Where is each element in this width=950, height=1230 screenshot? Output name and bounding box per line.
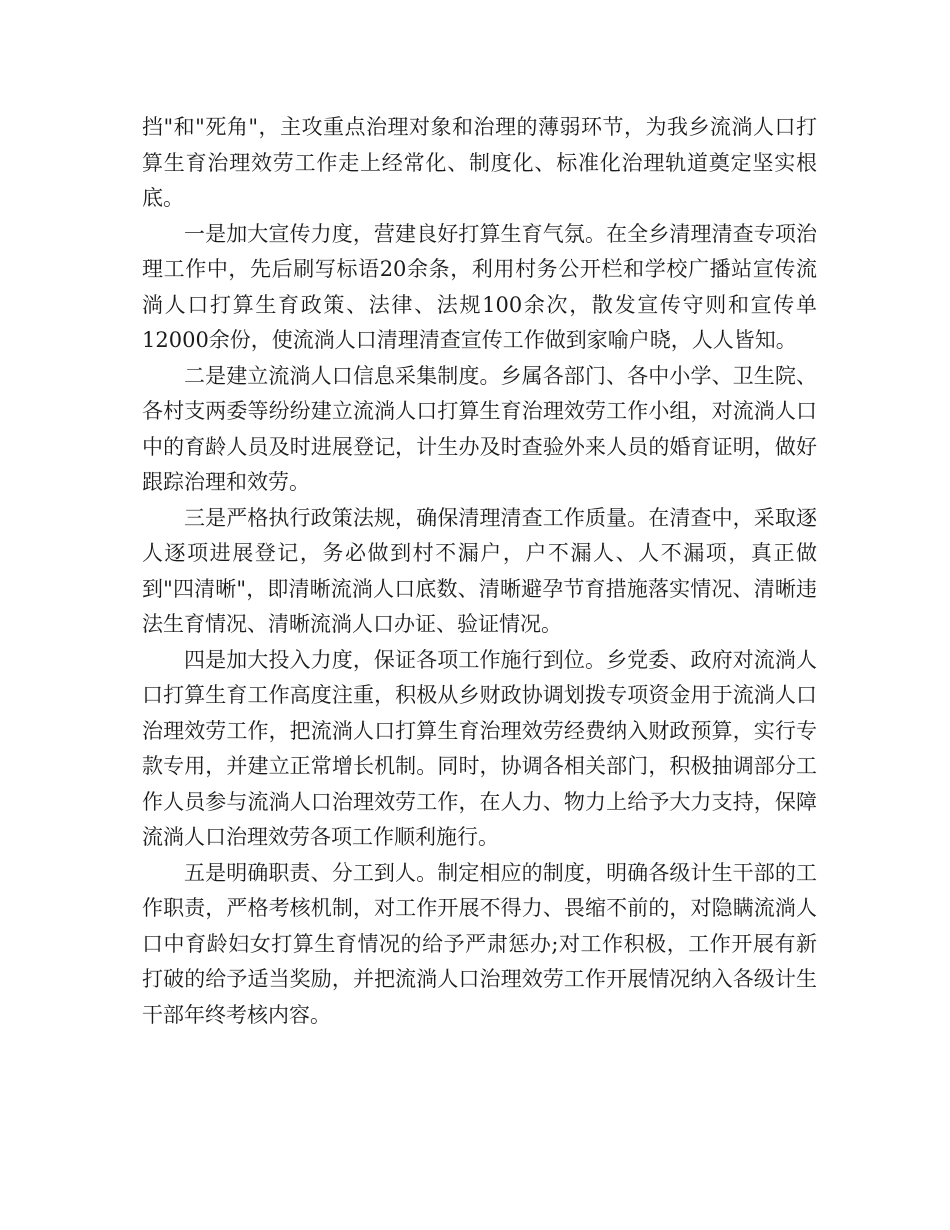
document-page bbox=[142, 110, 817, 1033]
paragraph-investment: 四是加大投入力度，保证各项工作施行到位。乡党委、政府对流淌人口打算生育工作高度注重，积极从乡财政协调划拨专项资金用于流淌人口治理效劳工作，把流淌人口打算生育治理效劳经费纳入财政预算，实行专款专用，并建立正常增长机制。同时，协调各相关部门，积极抽调部分工作人员参与流淌人口治理效劳工作，在人力、物力上给予大力支持，保障流淌人口治理效劳各项工作顺利施行。 bbox=[142, 647, 817, 849]
paragraph-info-collection: 二是建立流淌人口信息采集制度。乡属各部门、各中小学、卫生院、各村支两委等纷纷建立流淌人口打算生育治理效劳工作小组，对流淌人口中的育龄人员及时进展登记，计生办及时查验外来人员的婚育证明，做好跟踪治理和效劳。 bbox=[142, 363, 817, 494]
paragraph-policy-enforcement: 三是严格执行政策法规，确保清理清查工作质量。在清查中，采取逐人逐项进展登记，务必做到村不漏户，户不漏人、人不漏项，真正做到"四清晰"，即清晰流淌人口底数、清晰避孕节育措施落实情况、清晰违法生育情况、清晰流淌人口办证、验证情况。 bbox=[142, 505, 817, 636]
paragraph-responsibilities: 五是明确职责、分工到人。制定相应的制度，明确各级计生干部的工作职责，严格考核机制，对工作开展不得力、畏缩不前的，对隐瞒流淌人口中育龄妇女打算生育情况的给予严肃惩办;对工作积极，工作开展有新打破的给予适当奖励，并把流淌人口治理效劳工作开展情况纳入各级计生干部年终考核内容。 bbox=[142, 860, 817, 1027]
paragraph-continuation: 挡"和"死角"，主攻重点治理对象和治理的薄弱环节，为我乡流淌人口打算生育治理效劳工作走上经常化、制度化、标准化治理轨道奠定坚实根底。 bbox=[142, 115, 817, 210]
paragraph-publicity: 一是加大宣传力度，营建良好打算生育气氛。在全乡清理清查专项治理工作中，先后刷写标语20余条，利用村务公开栏和学校广播站宣传流淌人口打算生育政策、法律、法规100余次，散发宣传守则和宣传单12000余份，使流淌人口清理清查宣传工作做到家喻户晓，人人皆知。 bbox=[142, 221, 817, 352]
